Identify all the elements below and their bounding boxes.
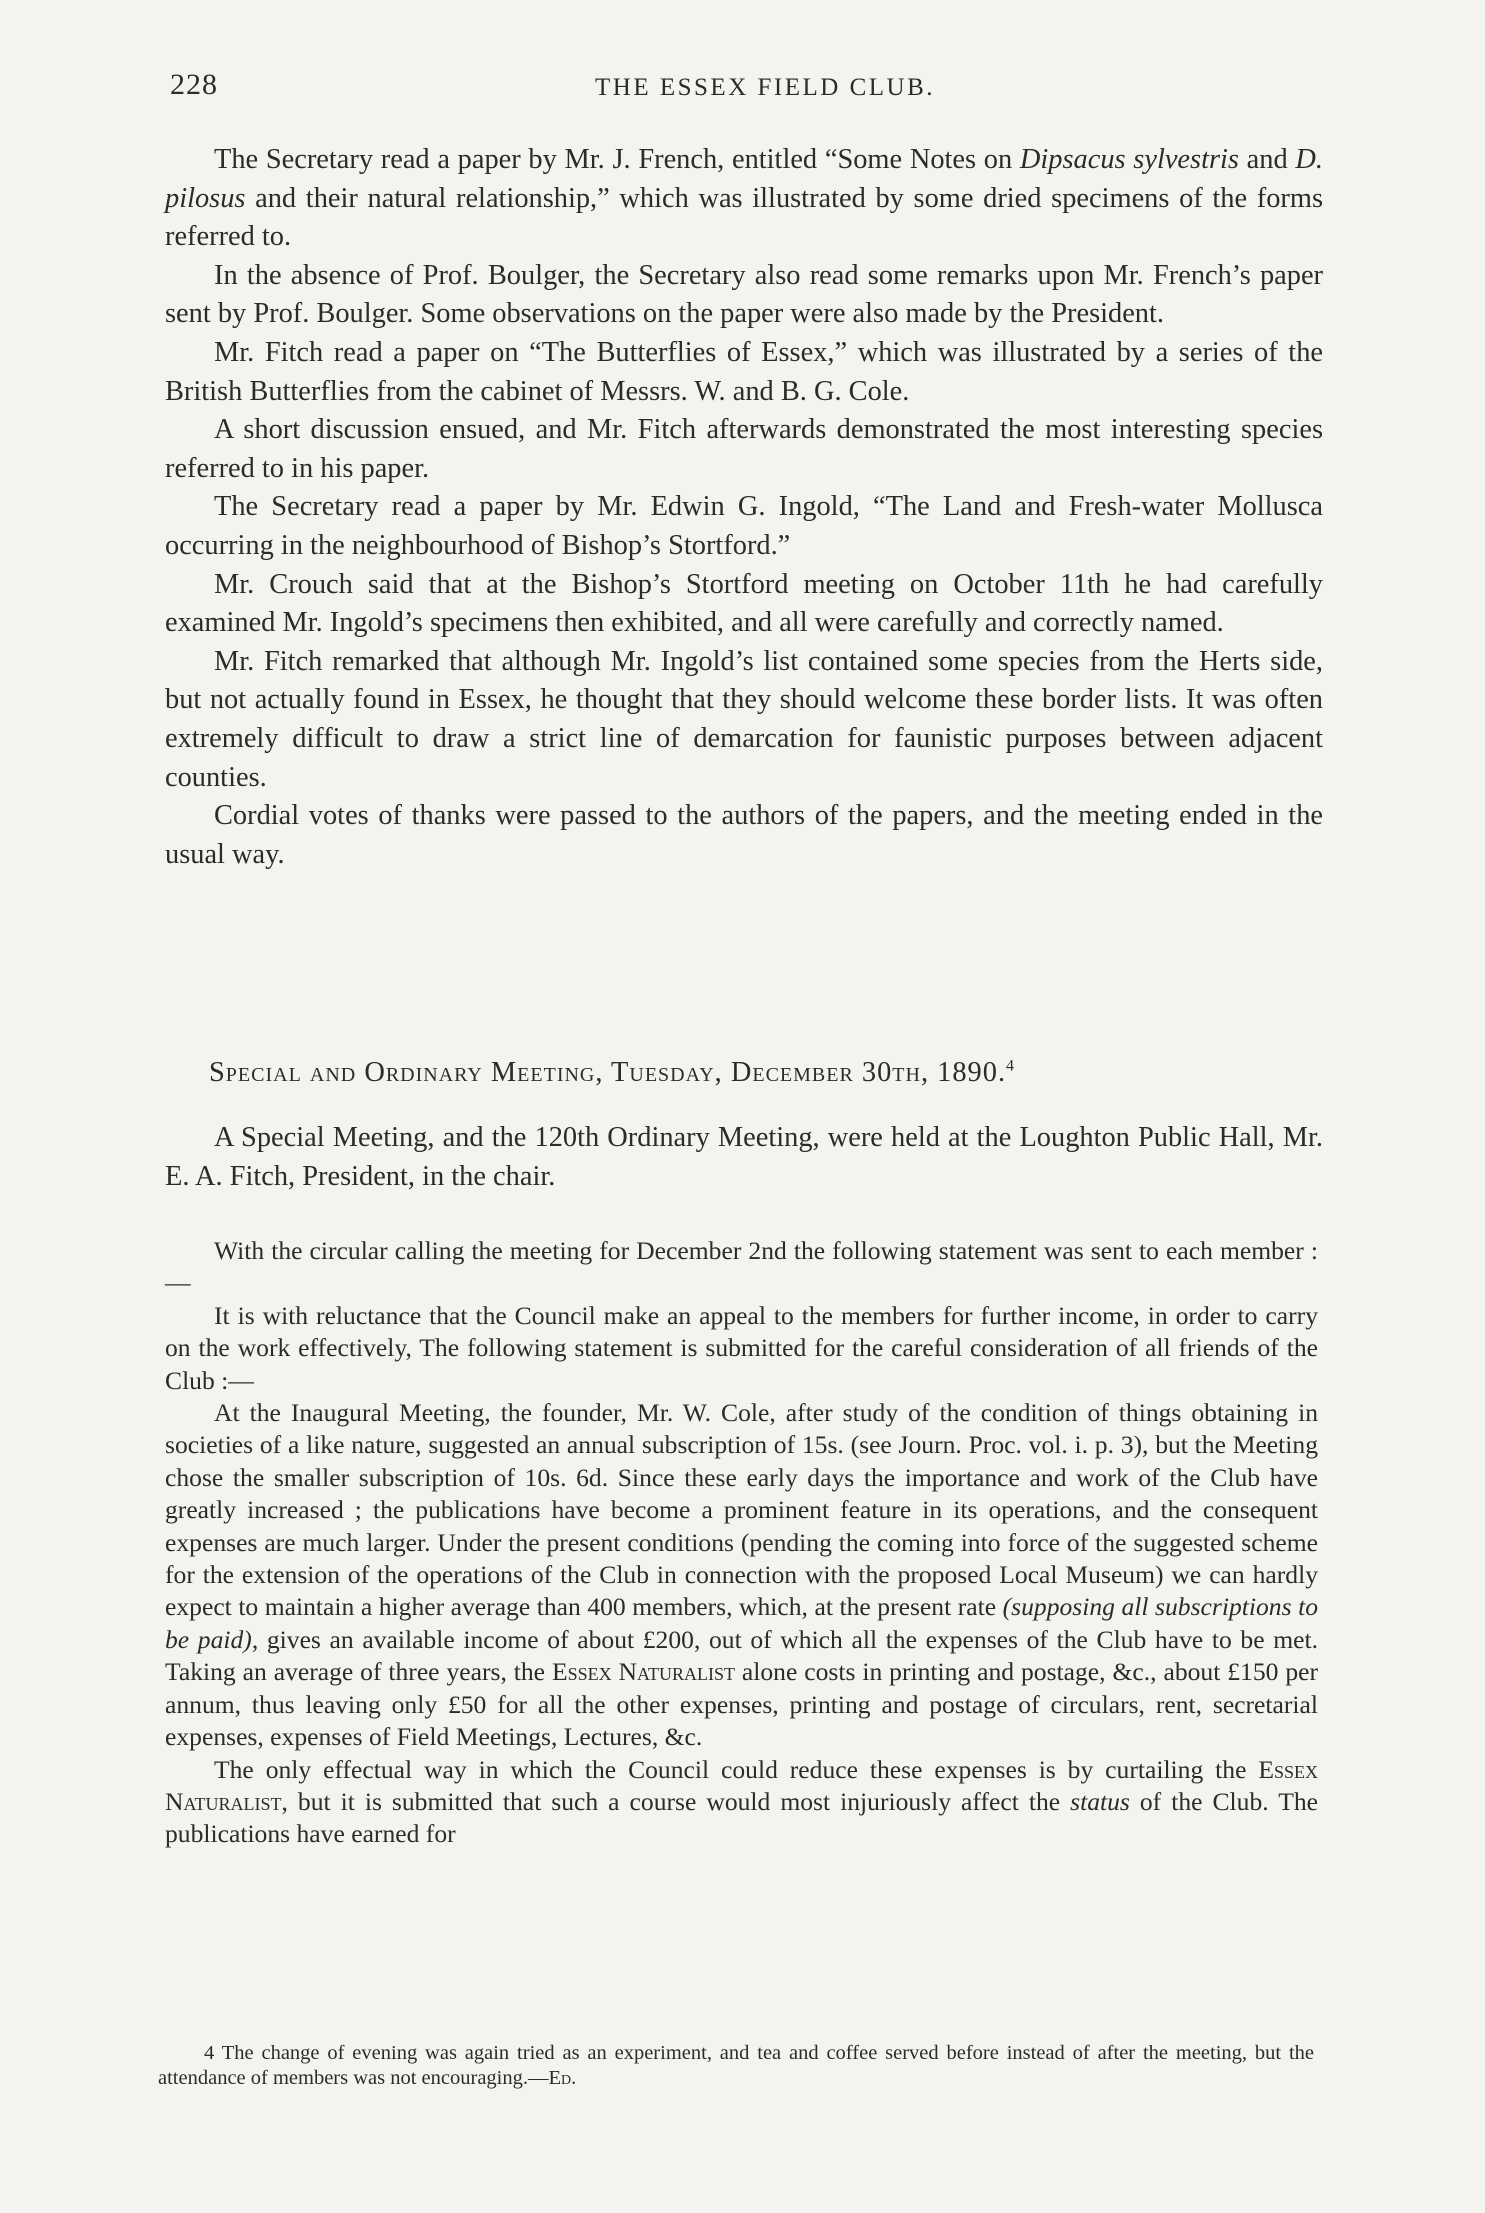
council-statement bbox=[165, 1235, 1318, 1851]
paragraph: The Secretary read a paper by Mr. J. French, entitled “Some Notes on Dipsacus sylvestris and D. pilosus and their natural relationship,” which was illustrated by some dried specimens of the forms referred to. bbox=[165, 144, 1324, 253]
paragraph: The only effectual way in which the Council could reduce these expenses is by curtailing the Essex Naturalist, but it is submitted that such a course would most injuriously affect the status of the Club. The publications have earned for bbox=[165, 1754, 1318, 1849]
paragraph: At the Inaugural Meeting, the founder, Mr. W. Cole, after study of the condition of things obtaining in societies of a like nature, suggested an annual subscription of 15s. (see Journ. Proc. vol. i. p. 3), but the Meeting chose the smaller subscription of 10s. 6d. Since these early days the importance and work of the Club have greatly increased ; the publications have become a prominent feature in its operations, and the consequent expenses are much larger. Under the present conditions (pending the coming into force of the suggested scheme for the extension of the operations of the Club in connection with the proposed Local Museum) we can hardly expect to maintain a higher average than 400 members, which, at the present rate (supposing all subscriptions to be paid), gives an available income of about £200, out of which all the expenses of the Club have to be met. Taking an average of three years, the Essex Naturalist alone costs in printing and postage, &c., about £150 per annum, thus leaving only £50 for all the other expenses, printing and postage of circulars, rent, secretarial expenses, expenses of Field Meetings, Lectures, &c. bbox=[165, 1398, 1319, 1752]
minutes-body bbox=[165, 141, 1323, 874]
paragraph: It is with reluctance that the Council make an appeal to the members for further income, in order to carry on the work effectively, The following statement is submitted for the careful consideration of all friends of the Club :— bbox=[165, 1300, 1318, 1395]
meeting-intro bbox=[165, 1119, 1323, 1196]
journal-title: Essex Naturalist bbox=[165, 1754, 1318, 1816]
paragraph: In the absence of Prof. Boulger, the Secretary also read some remarks upon Mr. French’s paper sent by Prof. Boulger. Some observations on the paper were also made by the President. bbox=[165, 259, 1323, 330]
species-name: Dipsacus sylvestris bbox=[1019, 144, 1239, 175]
paragraph: Mr. Crouch said that at the Bishop’s Stortford meeting on October 11th he had carefully examined Mr. Ingold’s specimens then exhibited, and all were carefully and correctly named. bbox=[165, 568, 1323, 639]
meeting-heading: Special and Ordinary Meeting, Tuesday, December 30th, 1890.$^4$ bbox=[209, 1057, 1016, 1088]
footnote: 4 The change of evening was again tried as an experiment, and tea and coffee served before instead of after the meeting, but the attendance of members was not encouraging.—Ed. bbox=[158, 2042, 1314, 2089]
paragraph: Cordial votes of thanks were passed to the authors of the papers, and the meeting ended in the usual way. bbox=[165, 800, 1323, 870]
journal-title: Essex Naturalist bbox=[551, 1657, 735, 1687]
page-number: 228 bbox=[170, 68, 218, 101]
paragraph: Mr. Fitch remarked that although Mr. Ingold’s list contained some species from the Herts side, but not actually found in Essex, he thought that they should welcome these border lists. It was often extremely difficult to draw a strict line of demarcation for faunistic purposes between adjacent counties. bbox=[165, 645, 1323, 793]
running-head: THE ESSEX FIELD CLUB. bbox=[595, 74, 935, 101]
paragraph: A Special Meeting, and the 120th Ordinary Meeting, were held at the Loughton Public Hall, Mr. E. A. Fitch, President, in the chair. bbox=[165, 1122, 1323, 1192]
paragraph: Mr. Fitch read a paper on “The Butterflies of Essex,” which was illustrated by a series of the British Butterflies from the cabinet of Messrs. W. and B. G. Cole. bbox=[165, 336, 1323, 407]
paragraph: A short discussion ensued, and Mr. Fitch afterwards demonstrated the most interesting species referred to in his paper. bbox=[165, 414, 1323, 484]
paragraph: With the circular calling the meeting for December 2nd the following statement was sent to each member :— bbox=[165, 1236, 1318, 1298]
paragraph: The Secretary read a paper by Mr. Edwin G. Ingold, “The Land and Fresh-water Mollusca occurring in the neighbourhood of Bishop’s Stortford.” bbox=[165, 491, 1323, 561]
page-header bbox=[170, 68, 1320, 108]
footnote-mark: 4 bbox=[1006, 1057, 1016, 1075]
species-name: D. pilosus bbox=[165, 144, 1324, 214]
